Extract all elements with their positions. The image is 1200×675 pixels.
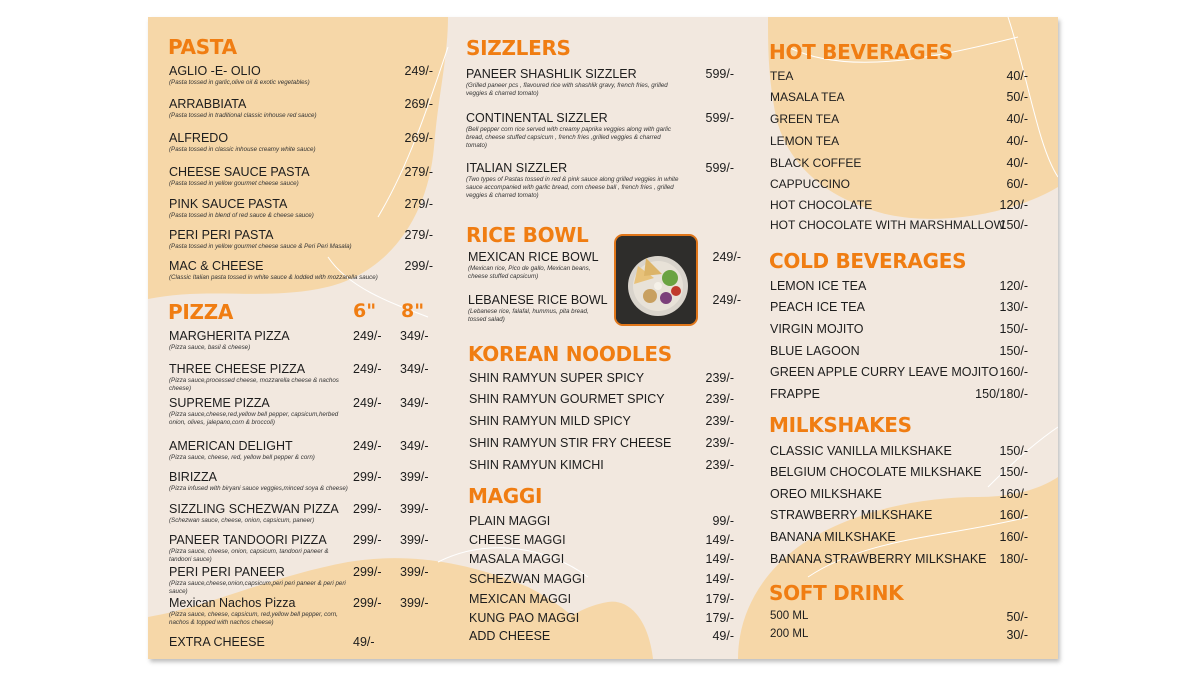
item-price: 279/-	[404, 165, 433, 179]
item-name: LEMON ICE TEA	[770, 279, 867, 293]
menu-item	[469, 514, 734, 528]
menu-item	[466, 161, 734, 175]
item-name: VIRGIN MOJITO	[770, 322, 864, 336]
item-description: (Pizza sauce,processed cheese, mozzarella cheese & nachos cheese)	[169, 377, 339, 392]
item-name: PINK SAUCE PASTA	[169, 197, 288, 211]
item-description: (Pizza sauce,cheese,red,yellow bell pepper, capsicum,herbed onion, olives, jalepano,corn & broccoli)	[169, 411, 339, 426]
cold-beverages-title: COLD BEVERAGES	[769, 249, 967, 273]
item-name: CAPPUCCINO	[770, 177, 851, 191]
item-price: 239/-	[705, 371, 734, 385]
item-price: 49/-	[712, 629, 734, 643]
item-name: SCHEZWAN MAGGI	[469, 572, 586, 586]
menu-item	[169, 396, 449, 410]
item-name: AGLIO -E- OLIO	[169, 64, 261, 78]
price-8in: 349/-	[400, 396, 429, 410]
item-description: (Classic Italian pasta tossed in white sauce & lodded with mozzarella sauce)	[169, 274, 378, 281]
item-name: PERI PERI PANEER	[169, 565, 285, 579]
item-description: (Pasta tossed in blend of red sauce & cheese sauce)	[169, 212, 314, 219]
menu-item	[169, 470, 449, 484]
item-name: CONTINENTAL SIZZLER	[466, 111, 608, 125]
item-price: 50/-	[1006, 610, 1028, 624]
item-price: 130/-	[999, 300, 1028, 314]
item-price: 150/-	[999, 465, 1028, 479]
item-price: 120/-	[999, 279, 1028, 293]
item-price: 269/-	[404, 131, 433, 145]
pasta-title: PASTA	[168, 35, 237, 59]
menu-item	[169, 439, 449, 453]
menu-item	[468, 293, 741, 307]
item-name: STRAWBERRY MILKSHAKE	[770, 508, 933, 522]
item-price: 40/-	[1006, 69, 1028, 83]
item-name: KUNG PAO MAGGI	[469, 611, 580, 625]
item-description: (Grilled paneer pcs , flavoured rice with shashlik gravy, french fries, grilled veggies & charred tomato)	[466, 82, 668, 97]
menu-item	[469, 629, 734, 643]
item-description: (Lebanese rice, falafal, hummus, pita bread, tossed salad)	[468, 308, 589, 323]
price-6in: 299/-	[353, 470, 382, 484]
menu-item	[770, 344, 1028, 358]
price-8in: 399/-	[400, 502, 429, 516]
menu-item	[169, 131, 433, 145]
rice-bowl-title: RICE BOWL	[466, 223, 589, 247]
menu-item	[770, 177, 1028, 191]
item-description: (Pasta tossed in garlic,olive oil & exotic vegetables)	[169, 79, 310, 86]
hot-beverages-title: HOT BEVERAGES	[769, 40, 953, 64]
soft-drink-title: SOFT DRINK	[769, 581, 904, 605]
item-name: BELGIUM CHOCOLATE MILKSHAKE	[770, 465, 982, 479]
menu-item	[468, 250, 741, 264]
item-price: 149/-	[705, 552, 734, 566]
menu-item	[770, 218, 1028, 232]
item-description: (Pasta tossed in yellow gourmet cheese sauce & Peri Peri Masala)	[169, 243, 352, 250]
menu-item	[770, 610, 1028, 624]
item-description: (Pasta tossed in yellow gourmet cheese sauce)	[169, 180, 299, 187]
menu-item	[469, 458, 734, 472]
item-name: EXTRA CHEESE	[169, 635, 265, 649]
item-name: ARRABBIATA	[169, 97, 247, 111]
item-name: PEACH ICE TEA	[770, 300, 865, 314]
item-price: 249/-	[404, 64, 433, 78]
menu-item	[770, 322, 1028, 336]
menu-item	[770, 487, 1028, 501]
korean-noodles-title: KOREAN NOODLES	[468, 342, 672, 366]
price-8in: 349/-	[400, 362, 429, 376]
menu-item	[469, 436, 734, 450]
item-name: 200 ML	[770, 628, 809, 640]
item-name: THREE CHEESE PIZZA	[169, 362, 306, 376]
item-price: 60/-	[1006, 177, 1028, 191]
item-price: 150/-	[999, 344, 1028, 358]
item-name: LEBANESE RICE BOWL	[468, 293, 608, 307]
menu-item	[469, 533, 734, 547]
menu-item	[466, 67, 734, 81]
item-name: BLACK COFFEE	[770, 156, 862, 170]
item-price: 99/-	[712, 514, 734, 528]
item-price: 120/-	[999, 198, 1028, 212]
item-name: ITALIAN SIZZLER	[466, 161, 568, 175]
menu-item	[770, 134, 1028, 148]
menu-item	[169, 565, 449, 579]
item-description: (Bell pepper corn rice served with creamy paprika veggies along with garlic bread, cheese stuffed capsicum , french fries ,grilled veggies & charred tomato)	[466, 126, 671, 149]
item-price: 150/180/-	[975, 387, 1028, 401]
menu-item	[169, 165, 433, 179]
price-8in: 399/-	[400, 596, 429, 610]
item-name: PANEER TANDOORI PIZZA	[169, 533, 327, 547]
menu-item	[469, 611, 734, 625]
price-6in: 299/-	[353, 502, 382, 516]
item-name: MEXICAN MAGGI	[469, 592, 572, 606]
item-price: 179/-	[705, 592, 734, 606]
menu-item	[169, 97, 433, 111]
menu-item	[169, 596, 449, 610]
menu-item	[770, 69, 1028, 83]
item-description: (Pizza sauce, cheese, red, yellow bell pepper & corn)	[169, 454, 315, 461]
price-8in: 399/-	[400, 565, 429, 579]
price-6in: 249/-	[353, 362, 382, 376]
item-price: 150/-	[999, 444, 1028, 458]
item-name: BANANA STRAWBERRY MILKSHAKE	[770, 552, 987, 566]
item-price: 160/-	[999, 508, 1028, 522]
item-name: PANEER SHASHLIK SIZZLER	[466, 67, 637, 81]
price-6in: 249/-	[353, 329, 382, 343]
menu-item	[770, 465, 1028, 479]
item-description: (Pasta tossed in classic inhouse creamy white sauce)	[169, 146, 316, 153]
price-8in: 349/-	[400, 439, 429, 453]
menu-item	[469, 392, 734, 406]
menu-item	[770, 300, 1028, 314]
item-name: BIRIZZA	[169, 470, 217, 484]
item-price: 239/-	[705, 436, 734, 450]
item-price: 599/-	[705, 67, 734, 81]
menu-item	[169, 228, 433, 242]
menu-item	[770, 198, 1028, 212]
menu-item	[469, 592, 734, 606]
item-name: CHEESE MAGGI	[469, 533, 566, 547]
item-name: 500 ML	[770, 610, 809, 622]
menu-item	[770, 628, 1028, 642]
menu-item	[169, 259, 433, 273]
item-price: 239/-	[705, 414, 734, 428]
item-name: OREO MILKSHAKE	[770, 487, 882, 501]
item-name: HOT CHOCOLATE WITH MARSHMALLOW	[770, 218, 1005, 232]
item-name: SHIN RAMYUN STIR FRY CHEESE	[469, 436, 672, 450]
menu-item	[770, 444, 1028, 458]
item-name: Mexican Nachos Pizza	[169, 596, 296, 610]
menu-item	[770, 552, 1028, 566]
price-6in: 249/-	[353, 439, 382, 453]
item-price: 40/-	[1006, 112, 1028, 126]
item-name: SHIN RAMYUN MILD SPICY	[469, 414, 631, 428]
menu-sheet	[148, 17, 1058, 659]
item-name: AMERICAN DELIGHT	[169, 439, 293, 453]
item-description: (Schezwan sauce, cheese, onion, capsicum, paneer)	[169, 517, 315, 524]
item-name: LEMON TEA	[770, 134, 840, 148]
item-name: SHIN RAMYUN GOURMET SPICY	[469, 392, 665, 406]
item-description: (Pizza infused with biryani sauce veggies,minced soya & cheese)	[169, 485, 348, 492]
menu-item	[469, 414, 734, 428]
item-price: 239/-	[705, 458, 734, 472]
menu-item	[770, 387, 1028, 401]
price-6in: 299/-	[353, 565, 382, 579]
item-name: FRAPPE	[770, 387, 821, 401]
menu-item	[770, 279, 1028, 293]
item-name: MARGHERITA PIZZA	[169, 329, 290, 343]
item-price: 249/-	[712, 250, 741, 264]
item-description: (Pizza sauce, basil & cheese)	[169, 344, 251, 351]
item-name: PERI PERI PASTA	[169, 228, 274, 242]
maggi-title: MAGGI	[468, 484, 543, 508]
item-price: 599/-	[705, 161, 734, 175]
item-price: 150/-	[999, 322, 1028, 336]
price-8in: 399/-	[400, 470, 429, 484]
item-price: 149/-	[705, 572, 734, 586]
item-name: HOT CHOCOLATE	[770, 198, 873, 212]
menu-item	[469, 572, 734, 586]
item-price: 269/-	[404, 97, 433, 111]
item-name: MASALA TEA	[770, 90, 845, 104]
item-price: 160/-	[999, 487, 1028, 501]
item-name: PLAIN MAGGI	[469, 514, 551, 528]
item-name: SIZZLING SCHEZWAN PIZZA	[169, 502, 339, 516]
item-name: SUPREME PIZZA	[169, 396, 270, 410]
item-name: BANANA MILKSHAKE	[770, 530, 896, 544]
menu-item	[770, 508, 1028, 522]
price-6in: 249/-	[353, 396, 382, 410]
item-price: 150/-	[999, 218, 1028, 232]
item-description: (Pizza sauce, cheese, onion, capsicum, tandoori paneer & tandoori sauce)	[169, 548, 329, 563]
item-price: 149/-	[705, 533, 734, 547]
item-price: 279/-	[404, 197, 433, 211]
item-price: 40/-	[1006, 156, 1028, 170]
menu-item	[469, 552, 734, 566]
item-price: 239/-	[705, 392, 734, 406]
item-name: BLUE LAGOON	[770, 344, 860, 358]
item-description: (Mexican rice, Pico de gallo, Mexican beans, cheese stuffed capsicum)	[468, 265, 591, 280]
menu-item	[770, 156, 1028, 170]
item-price: 50/-	[1006, 90, 1028, 104]
item-description: (Two types of Pastas tossed in red & pink sauce along grilled veggies in white sauce accompanied with garlic bread, corn cheese ball , french fries , grilled veggies & charred tomato)	[466, 176, 679, 199]
item-name: CHEESE SAUCE PASTA	[169, 165, 310, 179]
price-6in: 49/-	[353, 635, 375, 649]
sizzlers-title: SIZZLERS	[466, 36, 571, 60]
item-name: CLASSIC VANILLA MILKSHAKE	[770, 444, 952, 458]
menu-item	[169, 362, 449, 376]
menu-item	[169, 502, 449, 516]
item-name: TEA	[770, 69, 794, 83]
item-name: GREEN APPLE CURRY LEAVE MOJITO	[770, 365, 999, 379]
item-price: 249/-	[712, 293, 741, 307]
item-description: (Pizza sauce, cheese, capsicum, red,yellow bell pepper, corn, nachos & topped with nachos cheese)	[169, 611, 338, 626]
item-name: MEXICAN RICE BOWL	[468, 250, 599, 264]
item-price: 180/-	[999, 552, 1028, 566]
menu-item	[169, 635, 449, 649]
item-price: 179/-	[705, 611, 734, 625]
item-price: 160/-	[999, 530, 1028, 544]
price-8in: 349/-	[400, 329, 429, 343]
milkshakes-title: MILKSHAKES	[769, 413, 912, 437]
item-price: 279/-	[404, 228, 433, 242]
menu-item	[169, 197, 433, 211]
menu-item	[466, 111, 734, 125]
item-price: 299/-	[404, 259, 433, 273]
item-price: 160/-	[999, 365, 1028, 379]
price-8in: 399/-	[400, 533, 429, 547]
item-name: SHIN RAMYUN SUPER SPICY	[469, 371, 645, 385]
menu-item	[169, 64, 433, 78]
menu-item	[770, 90, 1028, 104]
pizza-title: PIZZA	[168, 300, 234, 324]
item-description: (Pizza sauce,cheese,onion,capsicum,peri peri paneer & peri peri sauce)	[169, 580, 346, 595]
rice-bowl-photo	[614, 234, 698, 326]
item-name: ADD CHEESE	[469, 629, 551, 643]
menu-item	[469, 371, 734, 385]
pizza-size-8-header: 8"	[401, 300, 425, 322]
item-name: ALFREDO	[169, 131, 229, 145]
menu-item	[169, 329, 449, 343]
menu-item	[770, 365, 1028, 379]
item-price: 30/-	[1006, 628, 1028, 642]
price-6in: 299/-	[353, 533, 382, 547]
item-name: GREEN TEA	[770, 112, 840, 126]
item-name: MAC & CHEESE	[169, 259, 264, 273]
menu-item	[770, 112, 1028, 126]
item-price: 599/-	[705, 111, 734, 125]
menu-item	[770, 530, 1028, 544]
item-name: MASALA MAGGI	[469, 552, 565, 566]
price-6in: 299/-	[353, 596, 382, 610]
pizza-size-6-header: 6"	[353, 300, 377, 322]
item-name: SHIN RAMYUN KIMCHI	[469, 458, 604, 472]
menu-item	[169, 533, 449, 547]
item-description: (Pasta tossed in traditional classic inhouse red sauce)	[169, 112, 317, 119]
item-price: 40/-	[1006, 134, 1028, 148]
